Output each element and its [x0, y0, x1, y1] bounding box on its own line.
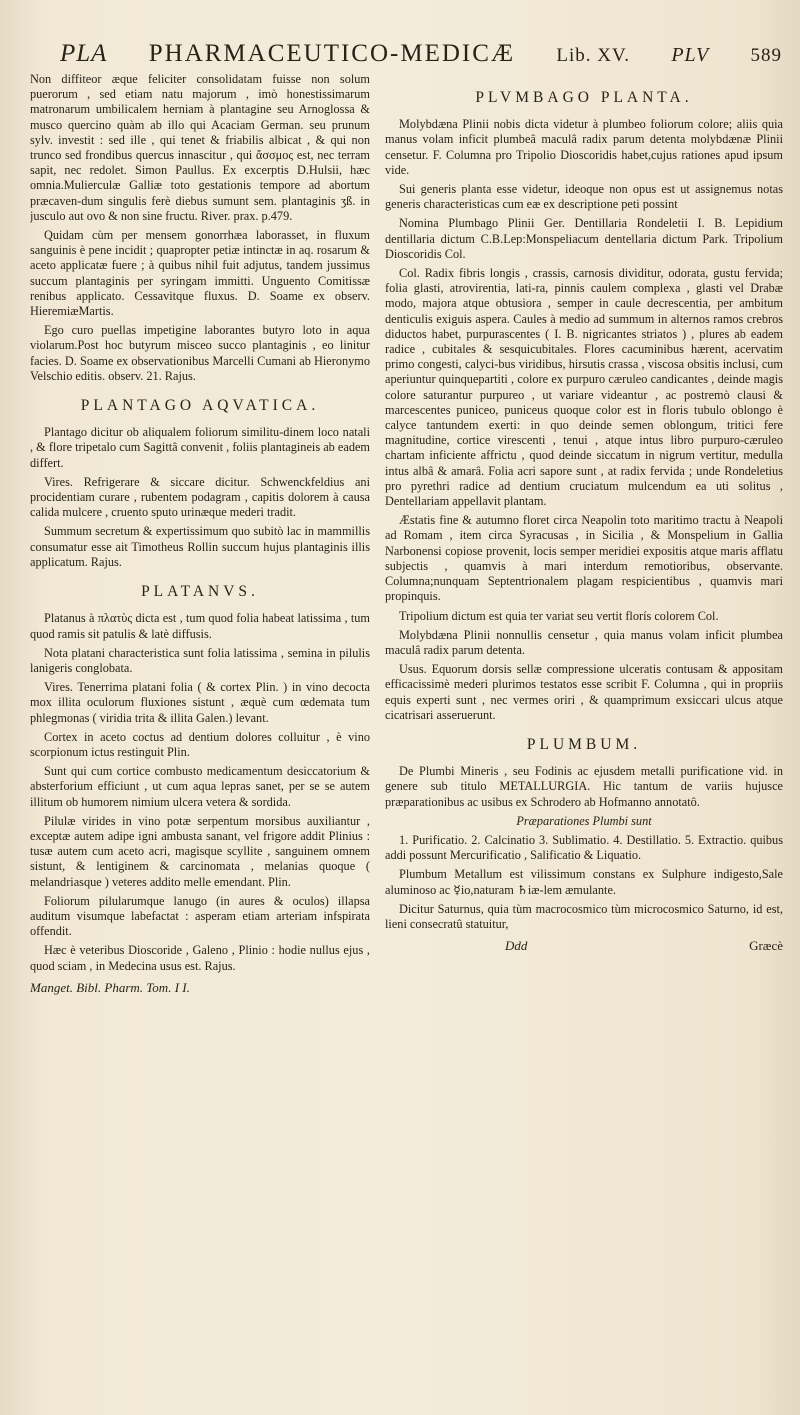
paragraph: Non diffiteor æque feliciter consolidatam fuisse non solum puerorum , sed etiam natu majorum , imò honestissimarum matronarum umbilicalem herniam à plantagine seu Arnoglossa & musco quercino quàm ab illo qui Acaciam German. seu prunum sylv. investit : sed ille , qui tenet & friabilis albicat , & qui non trunco sed frondibus quercus innascitur , qui ἄσσμος est, nec terram sapit, nec redolet. Simon Paullus. Ex excerptis D.Hulsii, hæc omnia.Mulierculæ Galliæ toto gestationis tempore ad abortum præcaven-dum singulis ferè diebus sumunt sem. plantaginis ʒß. in jusculo aut ovo & non sine fructu. River. prax. p.479. — [30, 72, 370, 223]
header-left: PLA — [60, 40, 108, 67]
header-book: Lib. XV. — [556, 45, 631, 66]
catchline-left — [30, 980, 370, 995]
paragraph: Vires. Refrigerare & siccare dicitur. Schwenckfeldius ani procidentiam curare , rubentem podagram , capitis dolorem à causa calida mulcere , cruento sputo urinæque mederi tradit. — [30, 474, 370, 520]
subheading: Præparationes Plumbi sunt — [516, 813, 652, 828]
paragraph: Æstatis fine & autumno floret circa Neapolin toto maritimo tractu à Neapoli ad Romam , item circa Syracusas , in Sicilia , & Monspelium in Gallia Narbonensi copiose provenit, locis semper meridiei expositis atque maris afflatu subjectis , quamvis à mari interdum remotioribus, observante. Columna;nunquam Septentrionalem plagam respicientibus , quamvis mari propinquis. — [385, 513, 783, 604]
paragraph: Dicitur Saturnus, quia tùm macrocosmico tùm microcosmico Saturno, id est, lieni consecratû statuitur, — [385, 901, 783, 931]
paragraph: Platanus à πλατὺς dicta est , tum quod folia habeat latissima , tum quod ramis sit patulis & latè diffusis. — [30, 611, 370, 641]
left-column — [30, 72, 370, 1367]
paragraph: Nota platani characteristica sunt folia latissima , semina in pilulis lanigeris conglobata. — [30, 645, 370, 675]
paragraph: 1. Purificatio. 2. Calcinatio 3. Sublimatio. 4. Destillatio. 5. Extractio. quibus addi possunt Mercurificatio , Salificatio & Liquatio. — [385, 832, 783, 863]
paragraph: Molybdæna Plinii nobis dicta videtur à plumbeo foliorum colore; aliis quia manus volam inficit plumbeâ maculâ radix parum detenta molybdænæ Plinii censetur. F. Columna pro Tripolio Dioscoridis habet,cujus rationes apud ipsum vide. — [385, 117, 783, 177]
paragraph: Foliorum pilularumque lanugo (in aures & oculos) illapsa auditum visumque labefactat : asperam etiam arteriam infspirata offendit. — [30, 893, 370, 939]
catchword: Græcè — [749, 938, 783, 954]
paragraph: Vires. Tenerrima platani folia ( & cortex Plin. ) in vino decocta mox illita oculorum fluxiones sistunt , æquè cum œdemata tum phlegmonas ( viridia trita & illita Galen.) levant. — [30, 680, 370, 725]
section-title-plumbago: PLVMBAGO PLANTA. — [475, 90, 693, 106]
section-title-plantago: PLANTAGO AQVATICA. — [80, 397, 320, 415]
running-header — [60, 40, 782, 74]
paragraph: Plantago dicitur ob aliqualem foliorum similitu-dinem loco natali , & flore tripetalo cum Sagittâ convenit , foliis plantagineis ab eadem differt. — [30, 425, 370, 470]
paragraph: Molybdæna Plinii nonnullis censetur , quia manus volam inficit plumbea maculâ radix parum detenta. — [385, 627, 783, 657]
paragraph: Col. Radix fibris longis , crassis, carnosis dividitur, odorata, gustu fervida; folia glasti, atrovirentia, lati-ra, pinnis caulem complexa , glasti vel Drabæ modo, majora atque obtusiora , semper in caule decrescentia, per ambitum denticulis exiguis aspera. Caules à medio ad summum in alternos ramos crebros diductos habet, purpurascentes ( I. B. nigricantes striatos ) , plures ab eadem radice , cubitales & sesquicubitales. Flores cacuminibus hærent, acervatim primo congesti, calyci-bus viridibus, hirsutis crassa , viscosa obsitis inclusi, cum aperiuntur quinquepartiti , colore ex purpuro cæruleo candicantes , deinde magis colore saturantur purpureo , ut variare videantur , ac postremò clausi & marcescentes puniceo, puniceus quoque color est in floris tubulo oblongo è calyce tantundem exerti: in quo deinde semen oblongum, tritici fere magnitudine, cortice virescenti , tenui , atque intus libro purpuro-cæruleo chartam inficiente affrictu , quod deinde siccatum in nigrum vertitur, medulla intus albâ & amarâ. Folia acri sapore sunt , at radix fervida ; unde Rondeletius pro pyrethri radice ad dentium cruciatum mulcendum ea uti solitus , Dentellariam appellavit plantam. — [385, 266, 783, 509]
signature-mark: Ddd — [505, 938, 528, 954]
paragraph: Pilulæ virides in vino potæ serpentum morsibus auxiliantur , exceptæ autem adipe igni ambusta sanant, vel frigore addit Plinius : tusæ autem cum aceto acri, magisque scyllite , sanguinem omnem sistunt, & lentiginem & carcinomata , melanias quoque ( melandriasque ) veteres addito melle emendant. Plin. — [30, 813, 370, 889]
paragraph: Sui generis planta esse videtur, ideoque non opus est ut assignemus notas generis characteristicas cum eæ ex descriptione peti possint — [385, 182, 783, 212]
paragraph: Hæc è veteribus Dioscoride , Galeno , Plinio : hodie nullus ejus , quod sciam , in Medecina usus est. Rajus. — [30, 943, 370, 973]
paragraph: Quidam cùm per mensem gonorrhæa laborasset, in fluxum sanguinis è pene incidit ; quapropter petiæ intinctæ in aq. rosarum & aceto applicatæ fuere ; à quibus nihil fuit adjutus, tandem jussimus succum plantaginis per syringam immitti. Unguento Comitissæ renibus applicato. Cessavitque fluxus. D. Soame ex observ. HieremiæMartis. — [30, 228, 370, 319]
paragraph: Sunt qui cum cortice combusto medicamentum desiccatorium & absterforium efficiunt , ut cum aqua lepras sanet, per se se autem illitum ob humorem nimium ulcera vetera & sordida. — [30, 764, 370, 809]
signature-note: Manget. Bibl. Pharm. Tom. I I. — [30, 979, 190, 995]
header-right: PLV — [671, 44, 710, 66]
paragraph: De Plumbi Mineris , seu Fodinis ac ejusdem metalli purificatione vid. in genere sub titulo METALLURGIA. Hic tantum de variis hujusce præparationibus ac usibus ex Schrodero ab Hofmanno annotatô. — [385, 764, 783, 809]
paragraph: Nomina Plumbago Plinii Ger. Dentillaria Rondeletii I. B. Lepidium dentillaria dictum C.B.Lep:Monspeliacum dentellaria dictum Park. Tripolium Dioscoridis Col. — [385, 216, 783, 261]
right-column — [385, 90, 783, 1385]
paragraph: Summum secretum & expertissimum quo subitò lac in mammillis consumatur esse ait Timotheus Rollin succum hujus plantaginis illis applicatum. Rajus. — [30, 524, 370, 569]
section-title-plumbum: PLUMBUM. — [526, 735, 642, 753]
section-title-platanus: PLATANVS. — [141, 583, 259, 601]
paragraph: Ego curo puellas impetigine laborantes butyro loto in aqua violarum.Post hoc butyrum misceo succo plantaginis , eo linitur facies. D. Soame ex observationibus Marcelli Cumani ab Hieronymo Velschio editis. observ. 21. Rajus. — [30, 323, 370, 383]
catchline-right — [385, 938, 783, 953]
paragraph: Cortex in aceto coctus ad dentium dolores colluitur , è vino scorpionum ictus restinguit Plin. — [30, 729, 370, 759]
paragraph: Tripolium dictum est quia ter variat seu vertit florís colorem Col. — [399, 608, 719, 623]
paragraph: Usus. Equorum dorsis sellæ compressione ulceratis contusam & appositam efficacissimè mederi plurimos testatos esse scribit F. Columna , qui in propriis equis experti sunt , nec vermes oriri , & quamprimum exsiccari ulcus atque cicatrisari asseruerunt. — [385, 662, 783, 722]
header-center: PHARMACEUTICO-MEDICÆ — [148, 40, 516, 67]
paragraph: Plumbum Metallum est vilissimum constans ex Sulphure indigesto,Sale aluminoso ac ☿io,naturam ♄iæ-lem æmulante. — [385, 867, 783, 897]
page-number: 589 — [750, 45, 782, 66]
